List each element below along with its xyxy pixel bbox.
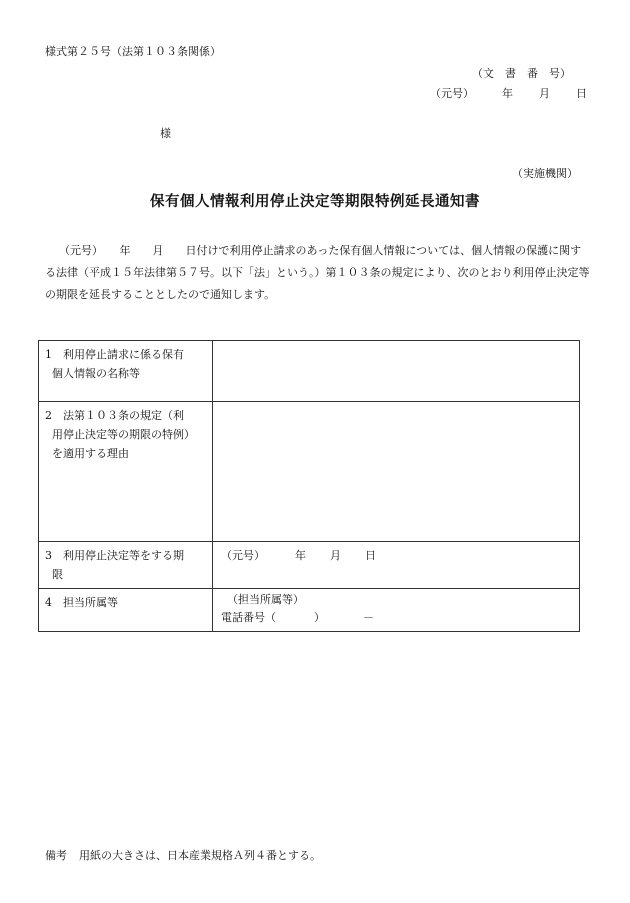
date-year: 年 [295,549,306,562]
table-row [39,341,580,402]
date-year: 年 [502,87,513,100]
row-label-cell [39,402,213,542]
remarks-label: 備考 [45,849,67,862]
row-label-line: 法第１０３条の規定（利 [63,409,184,422]
department-label: （担当所属等） [227,593,304,606]
row-value-cell [213,341,580,402]
row-number: 1 [45,348,52,361]
deadline-date [213,542,579,570]
notice-body: （元号） 年 月 日付けで利用停止請求のあった保有個人情報については、個人情報の保護に関する法律（平成１５年法律第５７号。以下「法」という。）第１０３条の規定により、次のとおり利用停止決定等の期限を延長することとしたので通知します。 [45,244,590,301]
row-label-cell [39,542,213,589]
row-number: 4 [45,596,52,609]
date-month: 月 [330,549,341,562]
phone-dash: － [363,611,374,624]
date-month: 月 [539,87,550,100]
date-day: 日 [365,549,376,562]
table-row [39,542,580,589]
remarks [45,847,321,863]
phone-label: 電話番号（ [221,611,276,624]
agency-label: （実施機関） [512,167,578,180]
row-label-line: 利用停止決定等をする期 [63,549,184,562]
phone-close: ） [314,611,325,624]
row-number: 3 [45,549,52,562]
row-label-line: 利用停止請求に係る保有 [63,348,184,361]
table-row [39,402,580,542]
addressee-suffix: 様 [160,127,171,140]
issue-date [430,85,587,101]
row-label-line: 用停止決定等の期限の特例） [52,428,195,441]
row-value-cell [213,589,580,632]
date-era: （元号） [221,549,265,562]
row-number: 2 [45,409,52,422]
row-label-line: 担当所属等 [63,596,118,609]
document-number-label: （文 書 番 号） [472,67,571,80]
row-label-line: 限 [52,568,63,581]
remarks-text: 用紙の大きさは、日本産業規格Ａ列４番とする。 [79,849,321,862]
form-number: 様式第２５号（法第１０３条関係） [45,45,221,58]
row-label-line: を適用する理由 [52,447,129,460]
phone-number [221,609,571,627]
row-label-cell [39,589,213,632]
row-label-cell [39,341,213,402]
table-row [39,589,580,632]
row-value-cell [213,542,580,589]
date-day: 日 [576,87,587,100]
row-label-line: 個人情報の名称等 [52,367,140,380]
row-value-cell [213,402,580,542]
info-table [38,340,580,632]
page-title: 保有個人情報利用停止決定等期限特例延長通知書 [150,193,480,210]
date-era: （元号） [430,87,474,100]
